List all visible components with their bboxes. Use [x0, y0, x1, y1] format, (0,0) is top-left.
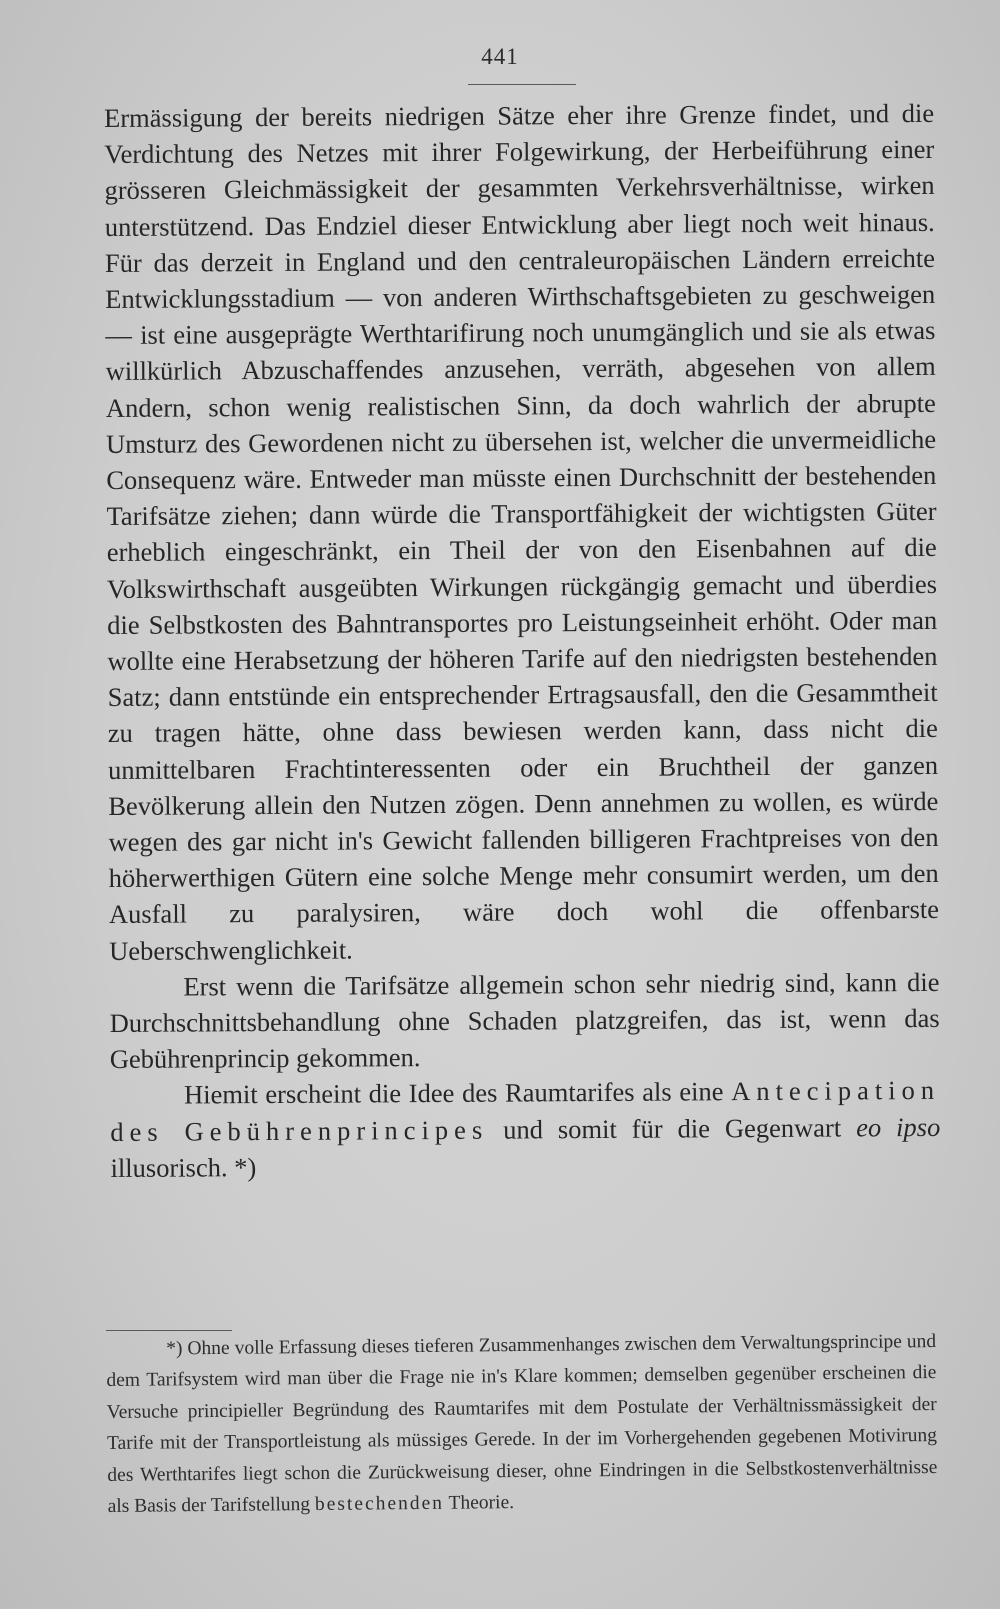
- paragraph-1: Ermässigung der bereits niedrigen Sätze eher ihre Grenze findet, und die Verdichtung des Netzes mit ihrer Folgewirkung, der Herbeiführung einer grösseren Gleichmässigkeit der gesammten Verkehrsverhältnisse, wirken unterstützend. Das Endziel dieser Entwicklung aber liegt noch weit hinaus. Für das derzeit in England und den centraleuropäischen Ländern erreichte Entwicklungsstadium — von anderen Wirthschaftsgebieten zu geschweigen — ist eine ausgeprägte Werthtarifirung noch unumgänglich und sie als etwas willkürlich Abzuschaffendes anzusehen, verräth, abgesehen von allem Andern, schon wenig realistischen Sinn, da doch wahrlich der abrupte Umsturz des Gewordenen nicht zu übersehen ist, welcher die unvermeidliche Consequenz wäre. Entweder man müsste einen Durchschnitt der bestehenden Tarifsätze ziehen; dann würde die Transportfähigkeit der wichtigsten Güter erheblich eingeschränkt, ein Theil der von den Eisenbahnen auf die Volkswirthschaft ausgeübten Wirkungen rückgängig gemacht und überdies die Selbstkosten des Bahntransportes pro Leistungseinheit erhöht. Oder man wollte eine Herabsetzung der höheren Tarife auf den niedrigsten bestehenden Satz; dann entstünde ein entsprechender Ertragsausfall, den die Gesammtheit zu tragen hätte, ohne dass bewiesen werden kann, dass nicht die unmittelbaren Frachtinteressenten oder ein Bruchtheil der ganzen Bevölkerung allein den Nutzen zögen. Denn annehmen zu wollen, es würde wegen des gar nicht in's Gewicht fallenden billigeren Frachtpreises von den höherwerthigen Gütern eine solche Menge mehr consumirt werden, um den Ausfall zu paralysiren, wäre doch wohl die offenbarste Ueberschwenglichkeit.: [104, 97, 940, 966]
- footnote-start: *) Ohne volle Erfassung dieses tieferen Zusammenhanges zwischen dem Verwaltungsprincipe und dem Tarifsystem wird man über die Frage nie in's Klare kommen; demselben gegenüber erscheinen die Versuche principieller Begründung des Raumtarifes mit dem Postulate der Verhältnissmässigkeit der Tarife mit der Transportleistung als müssiges Gerede. In der im Vorhergehenden gegebenen Motivirung des Werthtarifes liegt schon die Zurückweisung dieser, ohne Eindringen in die Selbstkostenverhältnisse als Basis der Tarifstellung: [106, 1331, 938, 1518]
- paragraph-2: Erst wenn die Tarifsätze allgemein schon sehr niedrig sind, kann die Durchschnittsbehandlung ohne Schaden platzgreifen, das ist, wenn das Gebührenprincip gekommen.: [109, 966, 940, 1075]
- paragraph-3-end: illusorisch. *): [110, 1151, 257, 1183]
- latin-phrase: eo ipso: [856, 1111, 941, 1143]
- paragraph-3-middle: und somit für die Gegenwart: [488, 1112, 857, 1145]
- footnote-emphasis: bestechenden: [314, 1492, 445, 1516]
- emphasized-phrase: Antecipation des Gebührenprincipes: [110, 1075, 941, 1147]
- header-rule: [468, 84, 576, 85]
- page-number: 441: [481, 44, 519, 69]
- footnote: [106, 1326, 938, 1522]
- paragraph-3: [110, 1072, 941, 1186]
- footnote-end: Theorie.: [443, 1492, 515, 1514]
- footnote-rule: [106, 1330, 232, 1331]
- footnote-text: [106, 1326, 938, 1522]
- paragraph-3-start: Hiemit erscheint die Idee des Raumtarifes als eine: [183, 1076, 732, 1111]
- main-text: [104, 95, 941, 1186]
